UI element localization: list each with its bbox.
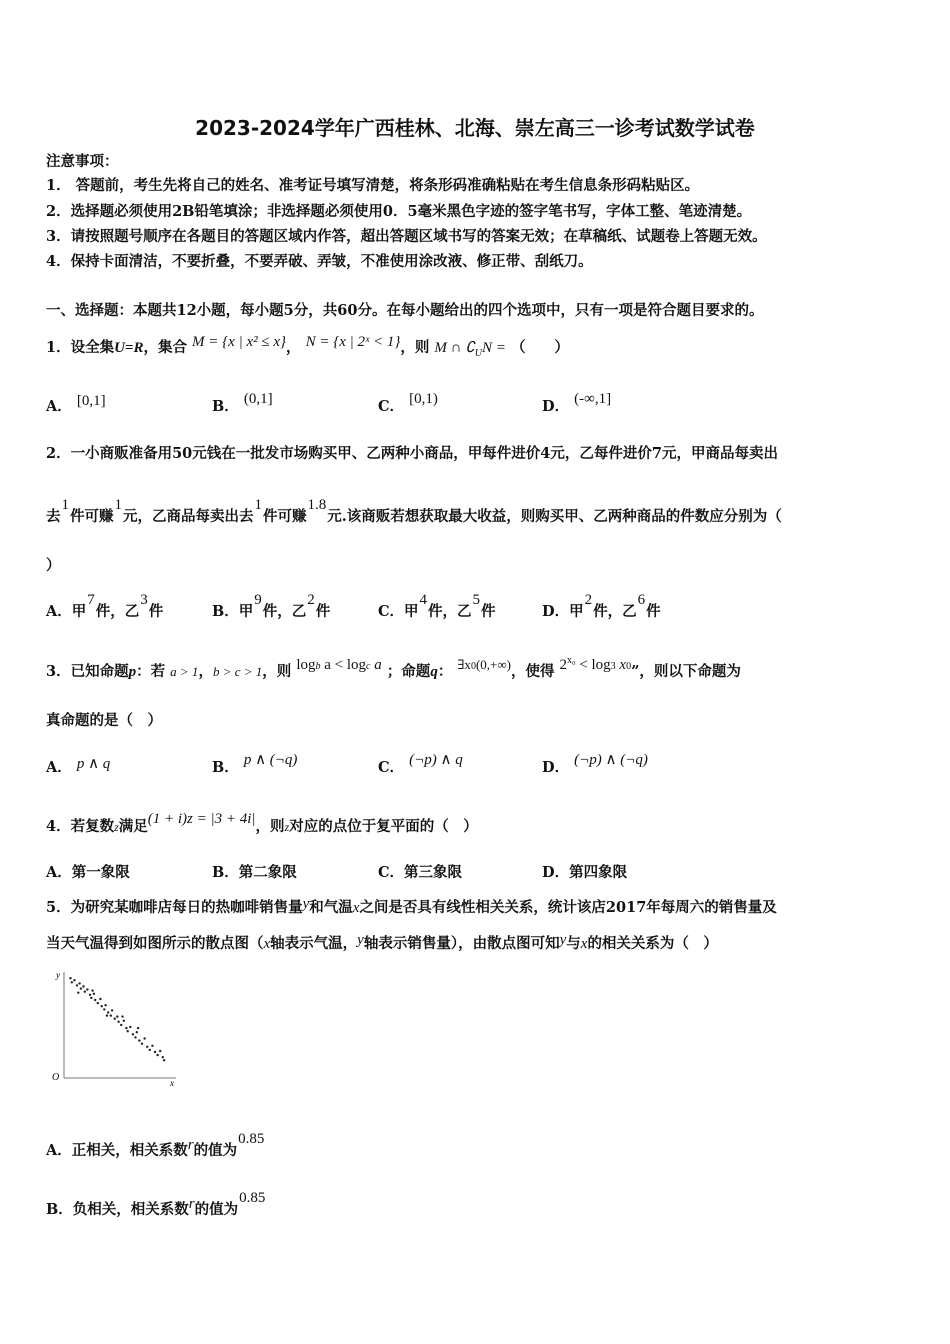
scatter-point xyxy=(82,985,84,987)
origin-label: O xyxy=(52,1072,60,1083)
scatter-point xyxy=(132,1033,134,1035)
scatter-point xyxy=(91,989,93,991)
scatter-point xyxy=(163,1059,165,1061)
notice-item-3: 3．请按照题号顺序在各题目的答题区域内作答，超出答题区域书写的答案无效；在草稿纸、试题卷上答题无效。 xyxy=(46,228,767,245)
scatter-point xyxy=(162,1056,164,1058)
q4-option-a[interactable]: A．第一象限 xyxy=(46,864,130,881)
scatter-point xyxy=(138,1039,140,1041)
question-3-line-2: 真命题的是（ ） xyxy=(46,712,162,729)
scatter-point xyxy=(146,1046,148,1048)
scatter-point xyxy=(111,1009,113,1011)
q1-option-d[interactable]: D． (-∞,1] xyxy=(542,391,612,415)
scatter-point xyxy=(149,1049,151,1051)
scatter-point xyxy=(120,1024,122,1026)
q2-option-b[interactable]: B．甲9件，乙2件 xyxy=(212,592,331,620)
q3-option-c[interactable]: C． (¬p) ∧ q xyxy=(378,752,463,776)
question-2-line-1: 2．一小商贩准备用50元钱在一批发市场购买甲、乙两种小商品，甲每件进价4元，乙每件进价7元，甲商品每卖出 xyxy=(46,445,778,462)
q2-option-d[interactable]: D．甲2件，乙6件 xyxy=(542,592,661,620)
scatter-point xyxy=(123,1020,125,1022)
scatter-point xyxy=(110,1014,112,1016)
scatter-point xyxy=(78,982,80,984)
scatter-point xyxy=(141,1043,143,1045)
notice-heading: 注意事项： xyxy=(46,153,119,170)
q1-option-b[interactable]: B． (0,1] xyxy=(212,391,273,415)
notice-item-1: 1． 答题前，考生先将自己的姓名、准考证号填写清楚，将条形码准确粘贴在考生信息条形码粘贴区。 xyxy=(46,177,700,194)
scatter-point xyxy=(114,1018,116,1020)
y-axis-label: y xyxy=(56,970,60,980)
scatter-point xyxy=(71,981,73,983)
scatter-point xyxy=(117,1021,119,1023)
question-3-line-1: 3．已知命题p：若 a > 1，b > c > 1，则 logb a < logc a ；命题q： ∃x0(0,+∞)，使得 $2^{x_0} < \log 3$ x0”，则以下命题为 xyxy=(46,655,741,680)
scatter-point xyxy=(137,1027,139,1029)
scatter-point xyxy=(77,992,79,994)
x-axis-label: x xyxy=(170,1078,174,1088)
q2-option-a[interactable]: A．甲7件，乙3件 xyxy=(46,592,164,620)
question-5-line-1: 5．为研究某咖啡店每日的热咖啡销售量y和气温x之间是否具有线性相关关系，统计该店2017年每周六的销售量及 xyxy=(46,896,777,916)
scatter-point xyxy=(97,1002,99,1004)
q2-option-c[interactable]: C．甲4件，乙5件 xyxy=(378,592,496,620)
scatter-point xyxy=(107,1011,109,1013)
notice-item-2: 2．选择题必须使用2B铅笔填涂；非选择题必须使用0．5毫米黑色字迹的签字笔书写，字体工整、笔迹清楚。 xyxy=(46,203,752,220)
scatter-point xyxy=(127,1030,129,1032)
q3-option-d[interactable]: D． (¬p) ∧ (¬q) xyxy=(542,752,648,776)
q1-option-a[interactable]: A． [0,1] xyxy=(46,393,106,415)
scatter-point xyxy=(86,988,88,990)
scatter-point xyxy=(73,979,75,981)
scatter-point xyxy=(143,1037,145,1039)
scatter-point xyxy=(159,1050,161,1052)
question-2-line-3: ） xyxy=(46,557,61,574)
q4-option-d[interactable]: D．第四象限 xyxy=(542,864,628,881)
scatter-point xyxy=(125,1027,127,1029)
scatter-point xyxy=(134,1036,136,1038)
q5-option-a[interactable]: A．正相关，相关系数r的值为0.85 xyxy=(46,1131,265,1159)
scatter-point xyxy=(156,1054,158,1056)
notice-item-4: 4．保持卡面清洁，不要折叠，不要弄破、弄皱，不准使用涂改液、修正带、刮纸刀。 xyxy=(46,253,593,270)
q5-option-b[interactable]: B．负相关，相关系数r的值为0.85 xyxy=(46,1190,266,1218)
scatter-point xyxy=(94,999,96,1001)
page-title: 2023-2024学年广西桂林、北海、崇左高三一诊考试数学试卷 xyxy=(195,116,755,140)
q4-option-b[interactable]: B．第二象限 xyxy=(212,864,297,881)
scatter-point xyxy=(76,984,78,986)
scatter-point xyxy=(121,1015,123,1017)
scatter-point xyxy=(151,1045,153,1047)
question-1: 1．设全集U=R，集合 M = {x | x² ≤ x}， N = {x | 2ˣ < 1}，则 M ∩ $∁_UN$ = （ ） xyxy=(46,334,569,359)
section-heading: 一、选择题：本题共12小题，每小题5分，共60分。在每小题给出的四个选项中，只有一项是符合题目要求的。 xyxy=(46,302,764,319)
scatter-point xyxy=(89,994,91,996)
scatter-point xyxy=(84,991,86,993)
question-5-line-2: 当天气温得到如图所示的散点图（x轴表示气温，y轴表示销售量），由散点图可知y与x的相关关系为（ ） xyxy=(46,932,718,952)
question-2-line-2: 去1件可赚1元，乙商品每卖出去1件可赚1.8元.该商贩若想获取最大收益，则购买甲、乙两种商品的件数应分别为（ xyxy=(46,497,782,525)
scatter-point xyxy=(129,1026,131,1028)
scatter-point xyxy=(104,1004,106,1006)
q1-option-c[interactable]: C． [0,1) xyxy=(378,391,438,415)
scatter-point xyxy=(80,987,82,989)
q3-option-a[interactable]: A． p ∧ q xyxy=(46,756,111,776)
scatter-point xyxy=(69,977,71,979)
scatter-point xyxy=(90,997,92,999)
question-4: 4．若复数z满足(1 + i)z = |3 + 4i|，则z对应的点位于复平面的（ ） xyxy=(46,811,478,835)
scatter-point xyxy=(103,1008,105,1010)
scatter-point xyxy=(116,1015,118,1017)
q4-option-c[interactable]: C．第三象限 xyxy=(378,864,463,881)
scatter-plot xyxy=(48,966,182,1088)
scatter-point xyxy=(99,998,101,1000)
q3-option-b[interactable]: B． p ∧ (¬q) xyxy=(212,752,298,776)
scatter-point xyxy=(101,1005,103,1007)
scatter-point xyxy=(93,993,95,995)
scatter-point xyxy=(106,1014,108,1016)
scatter-point xyxy=(154,1051,156,1053)
scatter-point xyxy=(136,1031,138,1033)
